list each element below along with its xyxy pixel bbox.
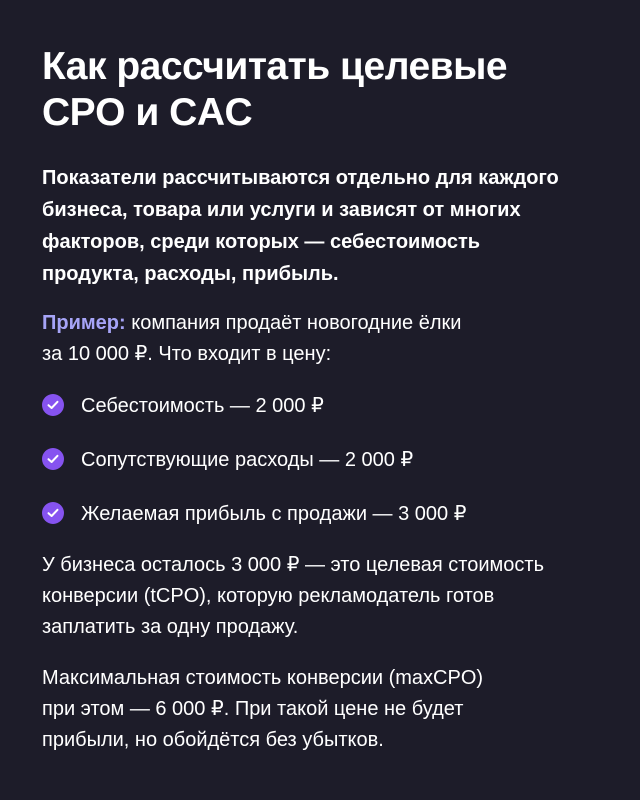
check-icon xyxy=(42,448,64,470)
example-paragraph xyxy=(42,308,600,370)
paragraph1-line-3: заплатить за одну продажу. xyxy=(42,616,299,638)
check-icon xyxy=(42,502,64,524)
example-text-1: компания продаёт новогодние ёлки xyxy=(125,312,462,334)
target-cpo-paragraph xyxy=(42,550,600,643)
intro-line-1: Показатели рассчитываются отдельно для каждого xyxy=(42,167,559,189)
example-text-2: за 10 000 ₽. Что входит в цену: xyxy=(42,343,332,365)
page-title xyxy=(42,44,600,136)
paragraph1-line-1: У бизнеса осталось 3 000 ₽ — это целевая стоимость xyxy=(42,554,544,576)
title-line-1: Как рассчитать целевые xyxy=(42,45,508,88)
paragraph2-line-2: при этом — 6 000 ₽. При такой цене не будет xyxy=(42,698,464,720)
list-item-text: Себестоимость — 2 000 ₽ xyxy=(81,394,324,417)
check-icon xyxy=(42,394,64,416)
paragraph2-line-1: Максимальная стоимость конверсии (maxCPO) xyxy=(42,667,484,689)
intro-line-3: факторов, среди которых — себестоимость xyxy=(42,231,481,253)
title-line-2: CPO и CAC xyxy=(42,91,253,134)
price-breakdown-list xyxy=(42,390,600,528)
paragraph2-line-3: прибыли, но обойдётся без убытков. xyxy=(42,729,384,751)
intro-line-2: бизнеса, товара или услуги и зависят от многих xyxy=(42,199,521,221)
example-label: Пример: xyxy=(42,312,126,334)
list-item xyxy=(42,444,600,474)
list-item-text: Сопутствующие расходы — 2 000 ₽ xyxy=(81,448,414,471)
intro-paragraph xyxy=(42,162,600,290)
max-cpo-paragraph xyxy=(42,663,600,756)
intro-line-4: продукта, расходы, прибыль. xyxy=(42,263,339,285)
list-item xyxy=(42,390,600,420)
paragraph1-line-2: конверсии (tCPO), которую рекламодатель готов xyxy=(42,585,495,607)
list-item-text: Желаемая прибыль с продажи — 3 000 ₽ xyxy=(81,502,467,525)
list-item xyxy=(42,498,600,528)
